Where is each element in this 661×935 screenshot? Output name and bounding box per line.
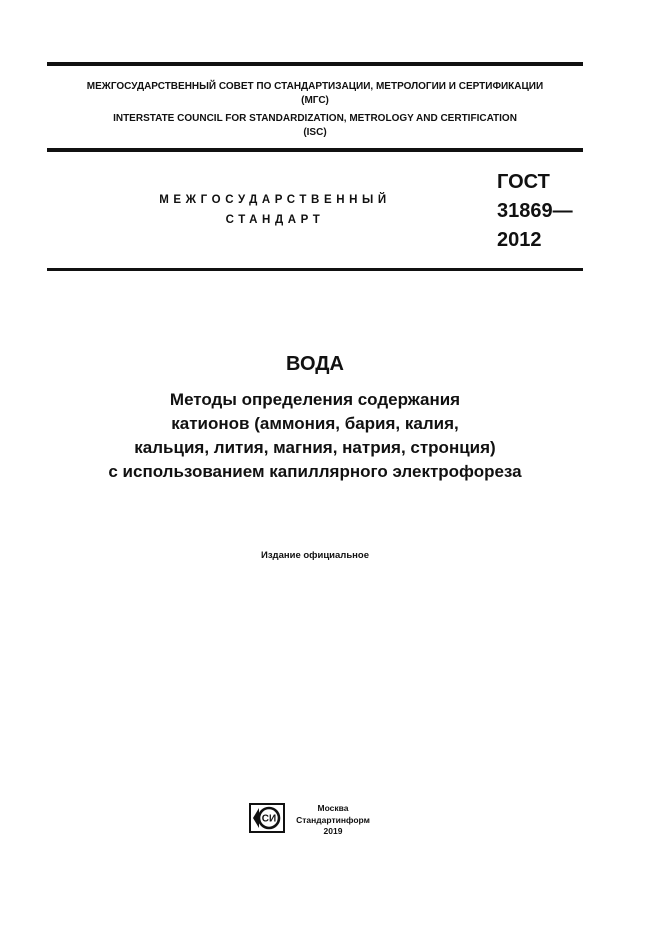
- council-name-en: [47, 112, 583, 140]
- gost-year: 2012: [497, 229, 542, 251]
- publisher-info: [290, 803, 376, 838]
- subtitle-line: кальция, лития, магния, натрия, стронция): [134, 438, 496, 457]
- council-name-en-line: INTERSTATE COUNCIL FOR STANDARDIZATION, METROLOGY AND CERTIFICATION: [113, 113, 517, 124]
- middle-rule: [47, 148, 583, 152]
- standard-type: [120, 190, 430, 230]
- edition-label: Издание официальное: [261, 550, 369, 561]
- publisher-year: 2019: [323, 826, 343, 836]
- standartinform-logo-icon: [249, 803, 285, 833]
- council-abbr-en: (ISC): [303, 127, 327, 138]
- standard-type-line2: СТАНДАРТ: [225, 214, 325, 226]
- lower-rule: [47, 268, 583, 271]
- subtitle-line: Методы определения содержания: [169, 390, 461, 409]
- council-abbr-ru: (МГС): [301, 95, 329, 106]
- publisher-city: Москва: [317, 803, 349, 813]
- document-title: ВОДА: [286, 353, 344, 375]
- gost-designation: [497, 168, 573, 255]
- gost-prefix: ГОСТ: [497, 171, 550, 193]
- subtitle-line: катионов (аммония, бария, калия,: [171, 414, 459, 433]
- top-rule: [47, 62, 583, 66]
- council-name-ru-line: МЕЖГОСУДАРСТВЕННЫЙ СОВЕТ ПО СТАНДАРТИЗАЦИИ, МЕТРОЛОГИИ И СЕРТИФИКАЦИИ: [86, 81, 544, 92]
- council-name-ru: [47, 80, 583, 108]
- publisher-name: Стандартинформ: [296, 814, 370, 825]
- subtitle-line: с использованием капиллярного электрофореза: [108, 462, 522, 481]
- document-subtitle: [47, 388, 583, 484]
- standard-type-line1: МЕЖГОСУДАРСТВЕННЫЙ: [159, 194, 391, 206]
- gost-number: 31869—: [497, 200, 573, 222]
- logo-text: СИ: [261, 813, 277, 825]
